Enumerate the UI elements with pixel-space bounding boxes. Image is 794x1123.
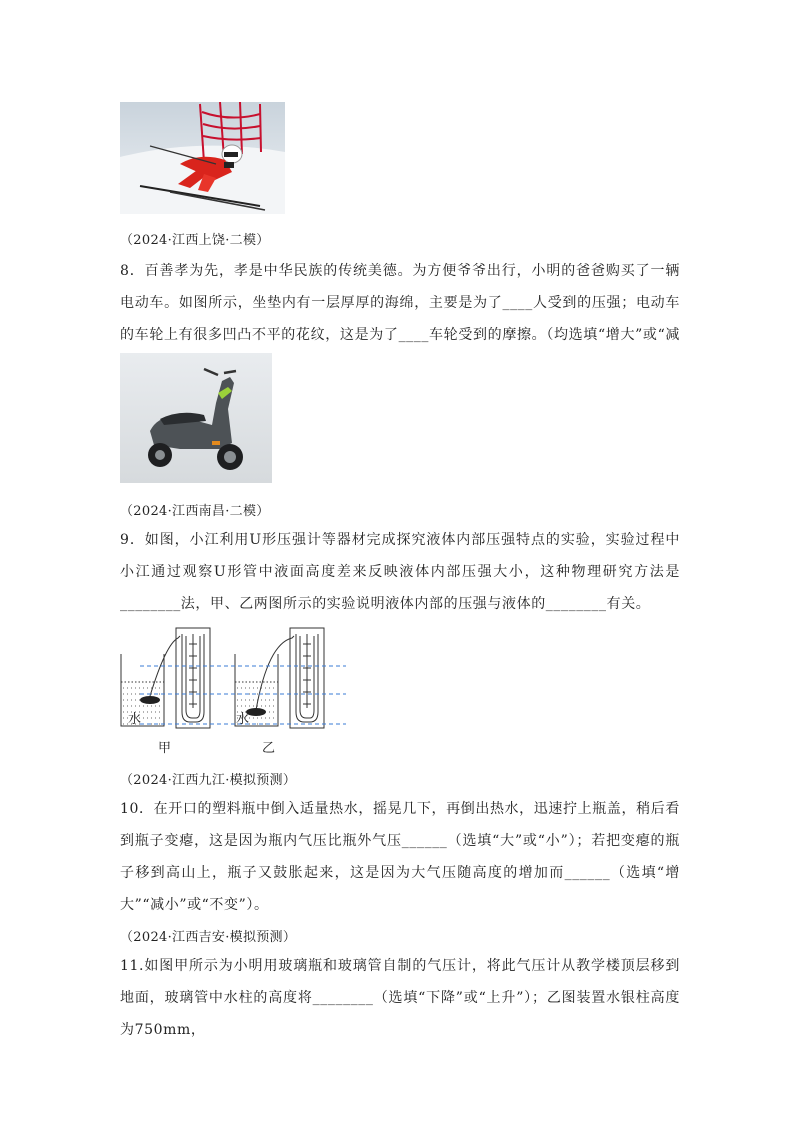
q10-source: （2024·江西吉安·模拟预测） — [120, 930, 297, 945]
q7-source: （2024·江西上饶·二模） — [120, 233, 270, 248]
q9-source: （2024·江西九江·模拟预测） — [120, 773, 297, 788]
water-label-2: 水 — [236, 712, 250, 727]
q10-text: 10．在开口的塑料瓶中倒入适量热水，摇晃几下，再倒出热水，迅速拧上瓶盖，稍后看到瓶子变瘪，这是因为瓶内气压比瓶外气压______（选填“大”或“小”）；若把变瘪的瓶子移到高山上，瓶子又鼓胀起来，这是因为大气压随高度的增加而______（选填“增大”“减小”或“不变”）。 — [120, 801, 680, 913]
figure-caption-yi: 乙 — [262, 741, 276, 756]
figure-caption-jia: 甲 — [158, 741, 172, 756]
pressure-gauge-diagram — [118, 624, 348, 756]
q11-text: 11.如图甲所示为小明用玻璃瓶和玻璃管自制的气压计，将此气压计从教学楼顶层移到地面，玻璃管中水柱的高度将________（选填“下降”或“上升”）；乙图装置水银柱高度为750mm， — [120, 958, 680, 1038]
skier-photo — [120, 102, 285, 214]
water-label-1: 水 — [128, 712, 142, 727]
q8-text: 8．百善孝为先，孝是中华民族的传统美德。为方便爷爷出行，小明的爸爸购买了一辆电动车。如图所示，坐垫内有一层厚厚的海绵，主要是为了____人受到的压强；电动车的车轮上有很多凹凸不平的花纹，这是为了____车轮受到的摩擦。（均选填“增大”或“减 — [120, 263, 680, 343]
q9-text: 9．如图，小江利用U形压强计等器材完成探究液体内部压强特点的实验，实验过程中小江通过观察U形管中液面高度差来反映液体内部压强大小，这种物理研究方法是________法，甲、乙两图所示的实验说明液体内部的压强与液体的________有关。 — [120, 532, 680, 612]
q8-source: （2024·江西南昌·二模） — [120, 504, 270, 519]
scooter-photo — [120, 353, 272, 483]
